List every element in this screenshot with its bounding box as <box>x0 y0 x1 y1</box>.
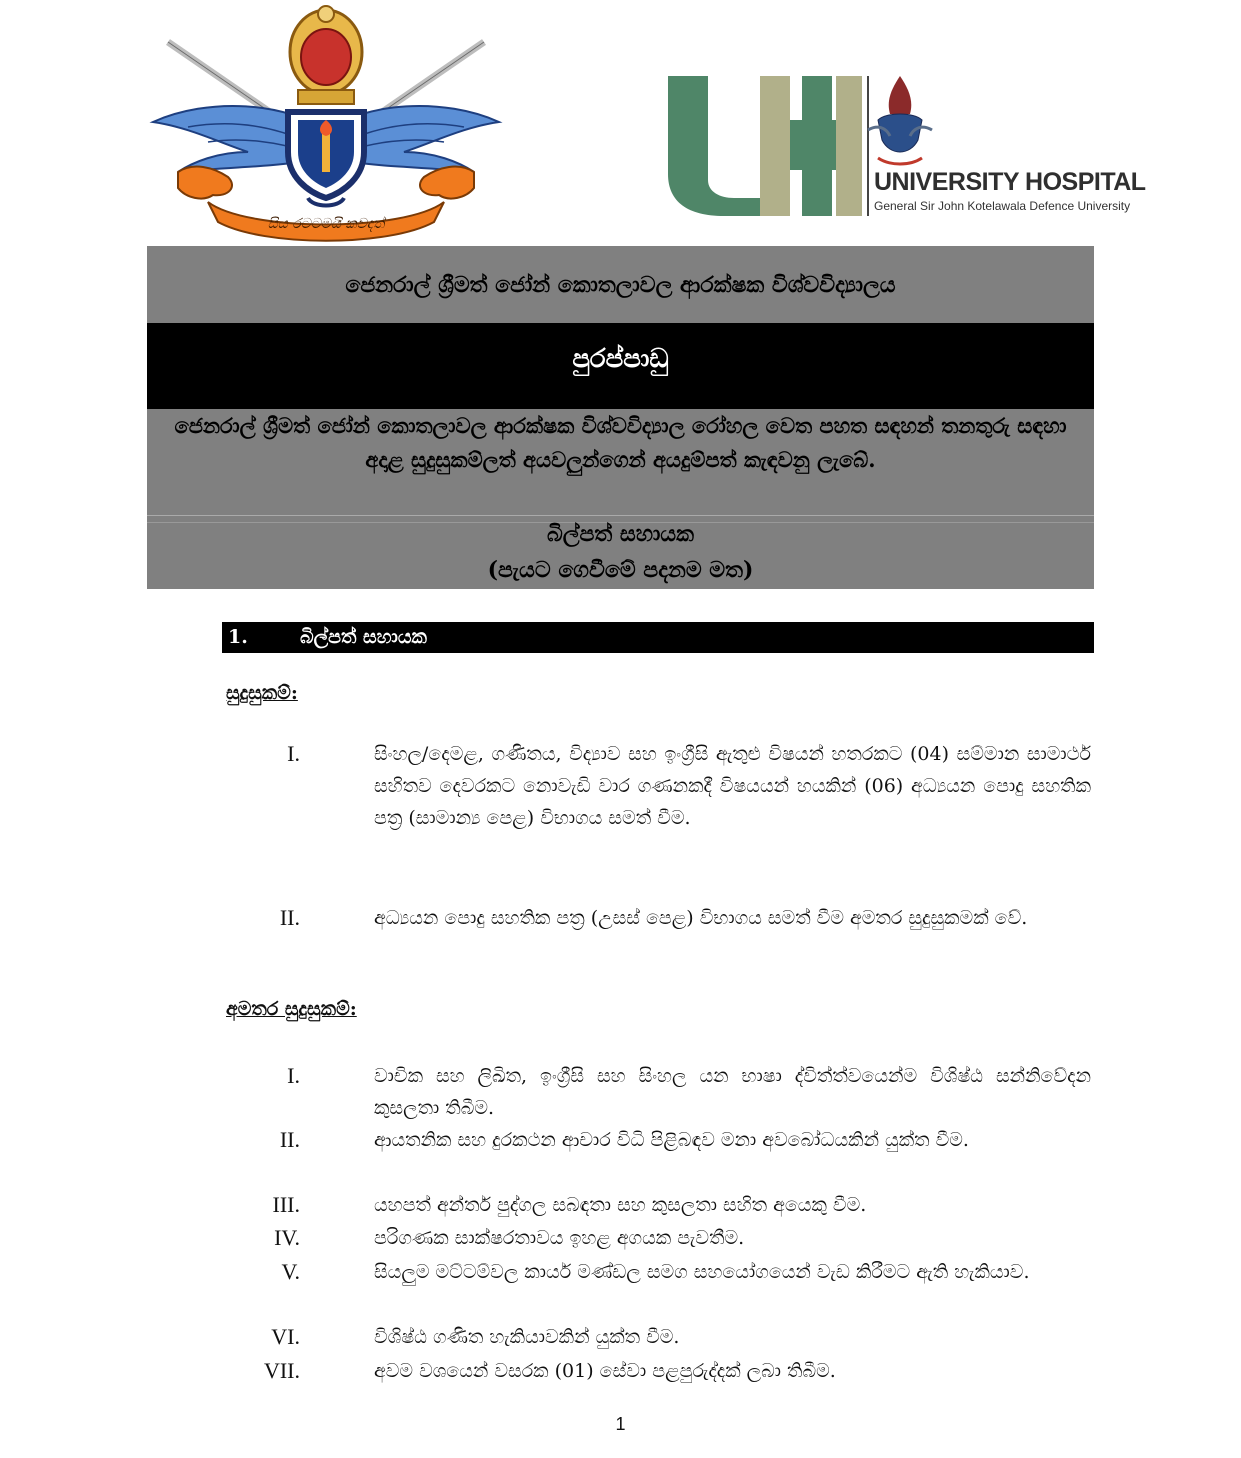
item-text: ආයතනික සහ දුරකථන ආචාර විධි පිළිබඳව මනා අවබෝධයකින් යුක්ත වීම. <box>374 1129 969 1151</box>
item-text: විශිෂ්ඨ ගණිත හැකියාවකින් යුක්ත වීම. <box>374 1326 680 1348</box>
item-number: I. <box>287 741 300 766</box>
post-name: බිල්පත් සහායක <box>547 521 694 547</box>
item-number: VII. <box>263 1358 300 1383</box>
item-text: සියලුම මට්ටම්වල කාර්ය මණ්ඩල සමග සහයෝගයෙන් වැඩ කිරීමට ඇති හැකියාව. <box>374 1261 1030 1283</box>
vacancies-title: පුරප්පාඩු <box>572 344 669 374</box>
item-text: සිංහල/දෙමළ, ගණිතය, විද්‍යාව සහ ඉංග්‍රීසි ඇතුළු විෂයන් හතරකට (04) සම්මාන සාමාර්ථ සහිතව දෙවරකට නොවැඩි වාර ගණනකදී විෂයයන් හයකින් (06) අධ්‍යයන පොදු සහතික පත්‍ර (සාමාන්‍ය පෙළ) විභාගය සමත් වීම. <box>374 743 1091 829</box>
item-number: IV. <box>274 1225 300 1250</box>
item-number: V. <box>281 1259 300 1284</box>
invitation-text: ජෙනරාල් ශ්‍රීමත් ජෝන් කොතලාවල ආරක්ෂක විශ්වවිද්‍යාල රෝහල වෙත පහත සඳහන් තනතුරු සඳහා අදාළ සුදුසුකම්ලත් අයවලුන්ගෙන් අයදුම්පත් කැඳවනු ලැබේ. <box>174 413 1067 472</box>
additional-qualifications-heading: අමතර සුදුසුකම්: <box>226 998 357 1020</box>
uh-monogram-icon <box>664 70 1084 220</box>
crest-motto: සිය රටටමයි කවදත් <box>267 216 385 232</box>
item-number: I. <box>287 1063 300 1088</box>
section-label: බිල්පත් සහායක <box>300 626 427 648</box>
item-text: පරිගණක සාක්ෂරතාවය ඉහළ අගයක පැවතීම. <box>374 1227 745 1249</box>
hospital-title: UNIVERSITY HOSPITAL <box>874 168 1146 196</box>
kdu-crest-logo <box>148 2 504 242</box>
item-text: අධ්‍යයන පොදු සහතික පත්‍ර (උසස් පෙළ) විභාගය සමත් වීම අමතර සුදුසුකමක් වේ. <box>374 907 1028 929</box>
item-number: VI. <box>271 1324 300 1349</box>
item-number: III. <box>272 1192 300 1217</box>
university-hospital-logo <box>664 70 1146 220</box>
payment-basis: (පැයට ගෙවීමේ පදනම මත) <box>487 557 754 583</box>
item-number: II. <box>279 1127 300 1152</box>
header-block <box>147 246 1094 589</box>
university-name: ජෙනරාල් ශ්‍රීමත් ජෝන් කොතලාවල ආරක්ෂක විශ්වවිද්‍යාලය <box>345 272 896 298</box>
item-text: අවම වශයෙන් වසරක (01) සේවා පළපුරුද්දක් ලබා තිබීම. <box>374 1360 836 1382</box>
section-number: 1. <box>228 626 248 648</box>
qualifications-heading: සුදුසුකම්: <box>226 682 298 704</box>
item-number: II. <box>279 905 300 930</box>
page-number: 1 <box>615 1414 626 1434</box>
hospital-subtitle: General Sir John Kotelawala Defence University <box>874 199 1131 213</box>
item-text: යහපත් අන්තර් පුද්ගල සබඳතා සහ කුසලතා සහිත අයෙකු වීම. <box>374 1194 867 1216</box>
item-text: වාචික සහ ලිඛිත, ඉංග්‍රීසි සහ සිංහල යන භාෂා ද්විත්ත්වයෙන්ම විශිෂ්ඨ සන්නිවේදන කුසලතා තිබීම. <box>374 1065 1091 1119</box>
section-bar <box>222 622 1094 653</box>
